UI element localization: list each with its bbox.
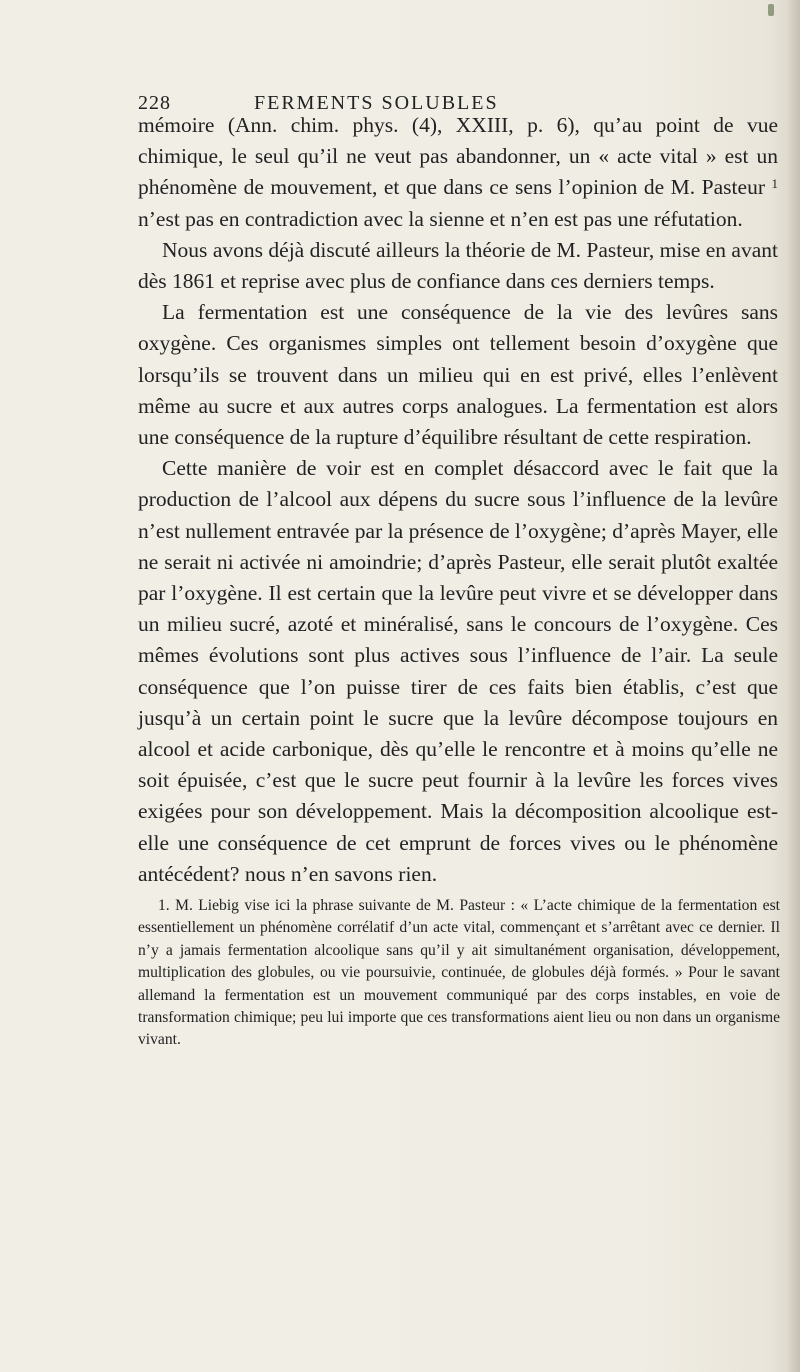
footnote: 1. M. Liebig vise ici la phrase suivante de M. Pasteur : « L’acte chimique de la fermentation est essentiellement un phénomène corrélatif d’un acte vital, commençant et s’arrêtant avec ce dernier. Il n’y a jamais fermentation alcoolique sans qu’il y ait simultanément organisation, développement, multiplication des globules, ou vie poursuivie, continuée, de globules déjà formés. » Pour le savant allemand la fermentation est un mouvement communiqué par des corps instables, en voie de transformation chimique; peu lui importe que ces transformations aient lieu ou non dans un organisme vivant. (138, 897, 780, 1049)
paragraph-3: La fermentation est une conséquence de la vie des levûres sans oxygène. Ces organismes simples ont tellement besoin d’oxygène que lorsqu’ils se trouvent dans un milieu qui en est privé, elles l’enlèvent même au sucre et aux autres corps analogues. La fermentation est alors une conséquence de la rupture d’équilibre résultant de cette respiration. (138, 300, 778, 450)
body-text (138, 110, 778, 890)
page-edge-shadow (786, 0, 800, 1372)
paragraph-4: Cette manière de voir est en complet désaccord avec le fait que la production de l’alcool aux dépens du sucre sous l’influence de la levûre n’est nullement entravée par la présence de l’oxygène; d’après Mayer, elle ne serait ni activée ni amoindrie; d’après Pasteur, elle serait plutôt exaltée par l’oxygène. Il est certain que la levûre peut vivre et se développer dans un milieu sucré, azoté et minéralisé, sans le concours de l’oxygène. Ces mêmes évolutions sont plus actives sous l’influence de l’air. La seule conséquence que l’on puisse tirer de ces faits bien établis, c’est que jusqu’à un certain point le sucre que la levûre décompose toujours en alcool et acide carbonique, dès qu’elle le rencontre et à moins qu’elle ne soit épuisée, c’est que le sucre peut fournir à la levûre les forces vives exigées pour son développement. Mais la décomposition alcoolique est-elle une conséquence de cet emprunt de forces vives ou le phénomène antécédent? nous n’en savons rien. (138, 456, 778, 886)
paragraph-1-text: mémoire (Ann. chim. phys. (4), XXIII, p. 6), qu’au point de vue chimique, le seul qu’il ne veut pas abandonner, un « acte vital » est un phénomène de mouvement, et que dans ce sens l’opinion de M. Pasteur (138, 113, 778, 200)
footnote-ref: 1 (771, 176, 778, 192)
running-title: FERMENTS SOLUBLES (254, 92, 499, 114)
paragraph-2: Nous avons déjà discuté ailleurs la théorie de M. Pasteur, mise en avant dès 1861 et reprise avec plus de confiance dans ces derniers temps. (138, 237, 778, 294)
paragraph-1-tail: n’est pas en contradiction avec la sienne et n’en est pas une réfutation. (138, 206, 743, 231)
page-number: 228 (138, 92, 171, 114)
corner-mark (768, 4, 774, 16)
paragraph-1 (138, 110, 778, 235)
